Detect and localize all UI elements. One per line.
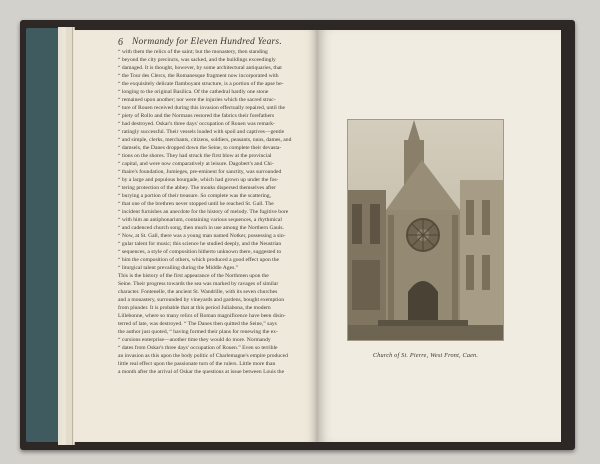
text-line: “ with them the relics of the saint; but the monastery, then standing: [118, 49, 268, 55]
text-line: “ damsels, the Danes dropped down the Seine, to complete their devasta-: [118, 145, 282, 151]
text-line: “ thaire's foundation, Jumieges, pre-eminent for sanctity, was surrounded: [118, 169, 282, 175]
text-line: from plunder. It is probable that at this period Juliabona, the modern: [118, 305, 271, 311]
text-line: “ and cadenced church song, then much in use among the Northern Gauls.: [118, 225, 284, 231]
text-line: “ Now, at St. Gall, there was a young man named Notker, possessing a sin-: [118, 233, 286, 239]
text-line: “ longing to the original Basilica. Of the cathedral hardly one stone: [118, 89, 269, 95]
text-line: “ the exquisitely delicate flamboyant structure, is a portion of the apse be-: [118, 81, 284, 87]
text-line: “ with him an antiphonarium, containing various sequences, a rhythmical: [118, 217, 282, 223]
text-line: “ burying a portion of their treasure. So complete was the scattering,: [118, 193, 272, 199]
text-line: “ capital, and were now comparatively at leisure. Dagobert's and Chi-: [118, 161, 274, 167]
photo-caption: Church of St. Pierre, West Front, Caen.: [372, 352, 479, 359]
running-head: Normandy for Eleven Hundred Years.: [132, 37, 282, 47]
text-line: little real effect upon the passionate turn of the rulers. Little more than: [118, 361, 276, 367]
text-line: a month after the arrival of Oskar the questions at issue between Louis the: [118, 369, 285, 375]
text-line: Seine. Their progress towards the sea was marked by ravages of similar: [118, 281, 279, 287]
text-line: “ and simple, clerks, merchants, citizens, soldiers, peasants, nuns, dames, and: [118, 137, 292, 143]
text-line: “ that one of the brethren never stopped until he reached St. Gall. The: [118, 201, 274, 207]
text-line: “ ture of Rouen received during this invasion effectually repaired, until the: [118, 105, 286, 111]
page-number: 6: [118, 37, 123, 48]
text-line: “ liturgical talent prevailing during the Middle Ages.”: [118, 265, 239, 271]
body-text: [118, 48, 314, 398]
text-line: “ sequences, a style of composition hitherto unknown there, suggested to: [118, 249, 282, 255]
cover-lining: [26, 28, 60, 442]
text-line: “ by a large and populous bourgade, which had grown up under the fos-: [118, 177, 279, 183]
text-line: “ remained upon another; nor were the injuries which the sacred struc-: [118, 97, 276, 103]
text-line: “ ratingly successful. Their vessels loaded with spoil and captives—gentle: [118, 129, 285, 135]
text-line: “ damaged. It is thought, however, by some architectural antiquaries, that: [118, 65, 282, 71]
text-line: an invasion as this upon the body politic of Charlemagne's empire produced: [118, 353, 288, 359]
church-facade-image: [348, 120, 503, 340]
text-line: character. Fontenelle, the ancient St. Wandrille, with its seven churches: [118, 289, 278, 295]
text-line: “ tering protection of the abbey. The monks dispersed themselves after: [118, 185, 276, 191]
text-line: and a monastery, surrounded by vineyards and gardens, bought exemption: [118, 297, 285, 303]
text-line: This is the history of the first appearance of the Northmen upon the: [118, 273, 269, 279]
text-line: “ tions on the shores. They had struck the first blow at the provincial: [118, 153, 272, 159]
text-line: Lillebonne, where so many relics of Roman magnificence have been disin-: [118, 313, 286, 319]
text-line: “ gular talent for music; this science he studied deeply, and the Neustrian: [118, 241, 282, 247]
text-line: “ piety of Rollo and the Normans restored the fabrics their forefathers: [118, 113, 275, 119]
church-photograph: [348, 120, 503, 340]
text-line: “ the Tour des Clercs, the Romanesque fragment now incorporated with: [118, 73, 279, 79]
text-line: “ dates from Oskar's three days' occupation of Rouen.” Even so terrible: [118, 345, 278, 351]
text-line: “ beyond the city precincts, was sacked, and the buildings exceedingly: [118, 57, 276, 63]
text-line: “ him the composition of others, which produced a good effect upon the: [118, 257, 279, 263]
text-line: terred of late, was destroyed. “ The Danes then quitted the Seine,” says: [118, 321, 277, 327]
text-line: the author just quoted, “ having formed their plans for renewing the ex-: [118, 329, 278, 335]
text-line: “ cursions enterprise—another time they would do more. Normandy: [118, 337, 271, 343]
text-line: “ had destroyed. Oskar's three days' occupation of Rouen was remark-: [118, 121, 275, 127]
text-line: “ incident furnishes an anecdote for the history of melody. The fugitive bore: [118, 209, 289, 215]
